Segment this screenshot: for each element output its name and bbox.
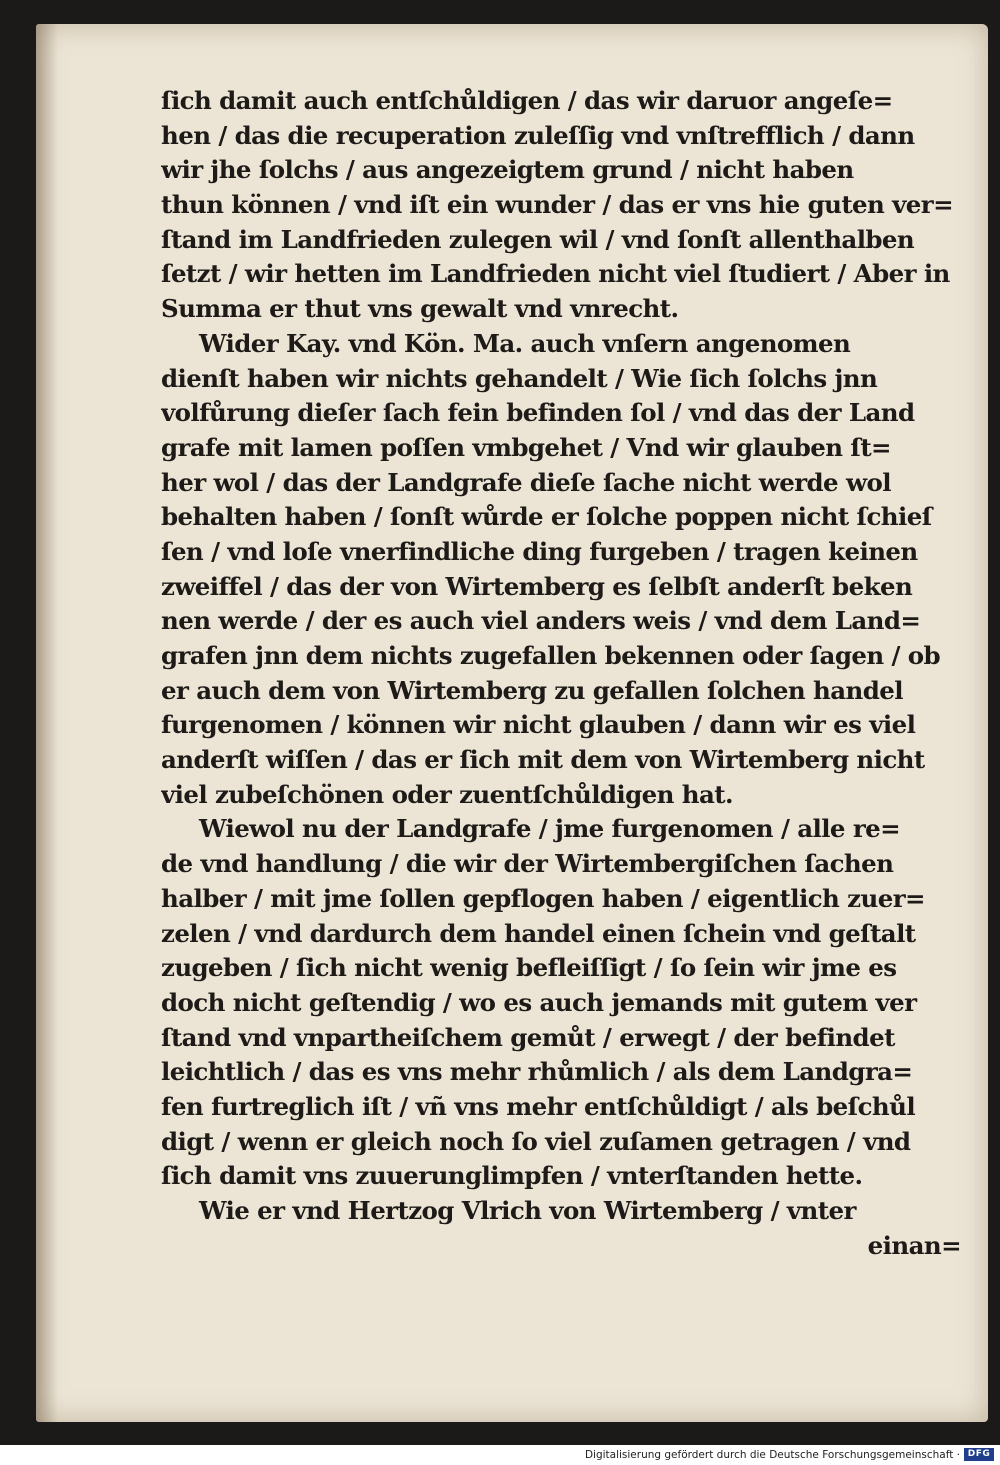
text-line: ſich damit auch entſchůldigen / das wir daruor angeſe=	[161, 86, 893, 115]
text-line: hen / das die recuperation zuleſſig vnd vnſtrefflich / dann	[161, 120, 915, 150]
text-line: ſich damit vns zuuerunglimpfen / vnterſtanden hette.	[161, 1161, 863, 1191]
text-line: grafe mit lamen poſſen vmbgehet / Vnd wir glauben ſt=	[161, 432, 891, 462]
text-line: ſtand vnd vnpartheiſchem gemůt / erwegt / der befindet	[161, 1022, 895, 1052]
text-line: doch nicht geſtendig / wo es auch jemands mit gutem ver	[161, 987, 917, 1017]
text-line: Wie er vnd Hertzog Vlrich von Wirtemberg / vnter	[199, 1196, 856, 1225]
text-line: digt / wenn er gleich noch ſo viel zuſamen getragen / vnd	[161, 1126, 911, 1156]
text-line: volfůrung dieſer ſach fein befinden ſol / vnd das der Land	[161, 398, 915, 428]
text-line: viel zubeſchönen oder zuentſchůldigen hat.	[161, 779, 733, 809]
text-line: er auch dem von Wirtemberg zu gefallen ſolchen handel	[161, 675, 903, 705]
text-line: Wiewol nu der Landgrafe / jme furgenomen / alle re=	[199, 814, 901, 844]
footer-strip	[0, 1445, 1000, 1465]
catchword: einan=	[867, 1230, 961, 1260]
text-line: Summa er thut vns gewalt vnd vnrecht.	[161, 294, 679, 324]
text-line: furgenomen / können wir nicht glauben / dann wir es viel	[161, 710, 916, 740]
text-line: zugeben / ſich nicht wenig befleiſſigt / ſo ſein wir jme es	[161, 953, 897, 983]
text-line: dienſt haben wir nichts gehandelt / Wie ſich ſolchs jnn	[161, 363, 878, 393]
text-line: Wider Kay. vnd Kön. Ma. auch vnſern angenomen	[199, 328, 851, 358]
text-line: ſtand im Landfrieden zulegen wil / vnd ſonſt allenthalben	[161, 224, 915, 254]
text-line: wir jhe ſolchs / aus angezeigtem grund / nicht haben	[161, 155, 854, 185]
text-line: de vnd handlung / die wir der Wirtembergiſchen ſachen	[161, 849, 894, 879]
document-page	[36, 24, 988, 1422]
text-line: halber / mit jme ſollen gepflogen haben / eigentlich zuer=	[161, 883, 925, 913]
text-line: thun können / vnd iſt ein wunder / das er vns hie guten ver=	[161, 190, 954, 220]
text-line: ſetzt / wir hetten im Landfrieden nicht viel ſtudiert / Aber in	[161, 259, 950, 289]
funding-credit: Digitalisierung gefördert durch die Deutsche Forschungsgemeinschaft ·	[584, 1449, 960, 1461]
text-line: behalten haben / ſonſt wůrde er ſolche poppen nicht ſchieſ	[161, 502, 932, 532]
text-line: zweiffel / das der von Wirtemberg es ſelbſt anderſt beken	[161, 571, 913, 601]
page-gutter-shadow	[36, 24, 58, 1422]
text-line: zelen / vnd dardurch dem handel einen ſchein vnd geſtalt	[161, 918, 916, 948]
dfg-logo: DFG	[964, 1448, 994, 1461]
text-line: ſen / vnd loſe vnerfindliche ding furgeben / tragen keinen	[161, 536, 918, 566]
body-text	[161, 84, 961, 1263]
text-line: her wol / das der Landgrafe dieſe ſache nicht werde wol	[161, 467, 891, 497]
text-line: leichtlich / das es vns mehr rhůmlich / als dem Landgra=	[161, 1057, 913, 1087]
text-line: nen werde / der es auch viel anders weis / vnd dem Land=	[161, 606, 921, 636]
text-line: grafen jnn dem nichts zugefallen bekennen oder ſagen / ob	[161, 641, 941, 670]
text-line: anderſt wiſſen / das er ſich mit dem von Wirtemberg nicht	[161, 745, 925, 775]
text-line: fen furtreglich iſt / vñ vns mehr entſchůldigt / als beſchůl	[161, 1091, 916, 1121]
